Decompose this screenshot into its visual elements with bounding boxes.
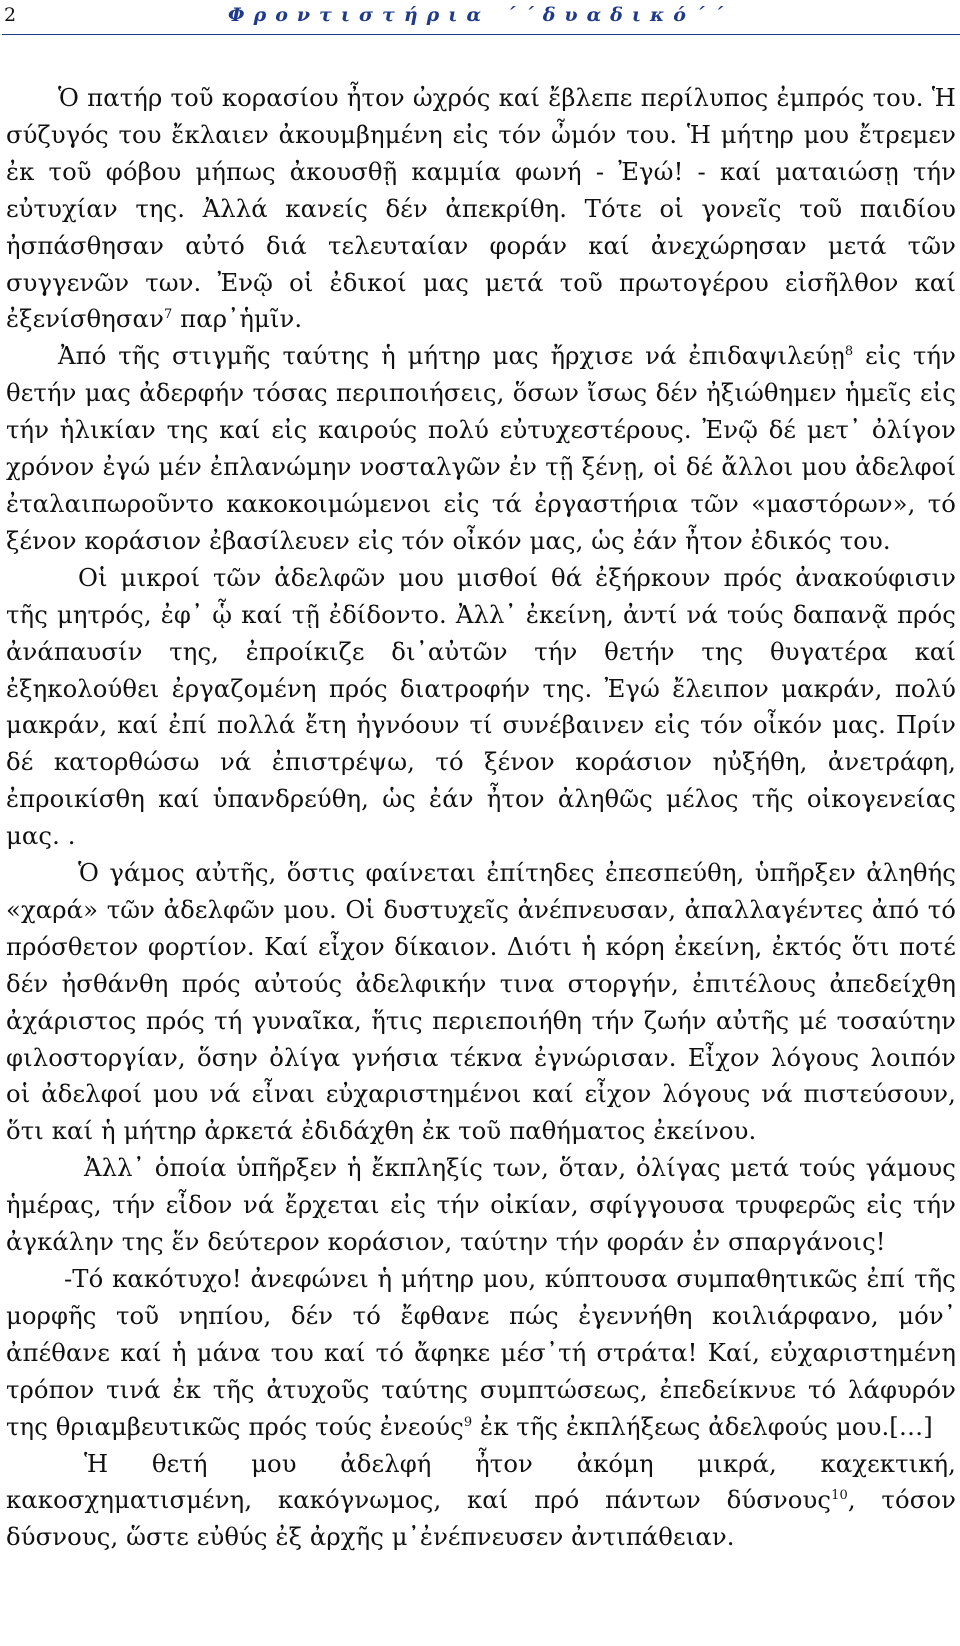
- page-header: [0, 0, 960, 36]
- paragraph: -Τό κακότυχο! ἀνεφώνει ἡ μήτηρ μου, κύπτουσα συμπαθητικῶς ἐπί τῆς μορφῆς τοῦ νηπίου, δέν τό ἔφθανε πώς ἐγεννήθη κοιλιάρφανο, μόν᾽ ἀπέθανε καί ἡ μάνα του καί τό ἄφηκε μέσ᾽τή στράτα! Καί, εὐχαριστημένη τρόπον τινά ἐκ τῆς ἀτυχοῦς ταύτης συμπτώσεως, ἐπεδείκνυε τό λάφυρόν της θριαμβευτικῶς πρός τούς ἐνεούς$^9$ ἐκ τῆς ἐκπλήξεως ἀδελφούς μου.[…]: [6, 1264, 956, 1441]
- running-title: Φροντιστήρια ΄΄δυαδικό΄΄: [228, 4, 732, 26]
- page-number: 2: [4, 4, 17, 26]
- header-rule: [2, 34, 960, 35]
- paragraph: Οἱ μικροί τῶν ἀδελφῶν μου μισθοί θά ἐξήρκουν πρός ἀνακούφισιν τῆς μητρός, ἐφ᾽ ᾧ καί τῇ ἐδίδοντο. Ἀλλ᾽ ἐκείνη, ἀντί νά τούς δαπανᾷ πρός ἀνάπαυσίν της, ἐπροίκιζε δι᾽αὐτῶν τήν θετήν της θυγατέρα καί ἐξηκολούθει ἐργαζομένη πρός διατροφήν της. Ἐγώ ἔλειπον μακράν, πολύ μακράν, καί ἐπί πολλά ἔτη ἠγνόουν τί συνέβαινεν εἰς τόν οἶκόν μας. Πρίν δέ κατορθώσω νά ἐπιστρέψω, τό ξένον κοράσιον ηὐξήθη, ἀνετράφη, ἐπροικίσθη καί ὑπανδρεύθη, ὡς ἐάν ἦτον ἀληθῶς μέλος τῆς οἰκογενείας μας. .: [6, 562, 956, 851]
- footnote-marker: 10: [831, 1488, 848, 1504]
- paragraph: Ἀλλ᾽ ὁποία ὑπῆρξεν ἡ ἔκπληξίς των, ὅταν, ὀλίγας μετά τούς γάμους ἡμέρας, τήν εἶδον νά ἔρχεται εἰς τήν οἰκίαν, σφίγγουσα τρυφερῶς εἰς τήν ἀγκάλην της ἕν δεύτερον κοράσιον, ταύτην τήν φοράν ἐν σπαργάνοις!: [6, 1153, 956, 1257]
- paragraph: Ὁ πατήρ τοῦ κορασίου ἦτον ὠχρός καί ἔβλεπε περίλυπος ἐμπρός του. Ἡ σύζυγός του ἔκλαιεν ἀκουμβημένη εἰς τόν ὦμόν του. Ἡ μήτηρ μου ἔτρεμεν ἐκ τοῦ φόβου μήπως ἀκουσθῇ καμμία φωνή - Ἐγώ! - καί ματαιώσῃ τήν εὐτυχίαν της. Ἀλλά κανείς δέν ἀπεκρίθη. Τότε οἱ γονεῖς τοῦ παιδίου ἠσπάσθησαν αὐτό διά τελευταίαν φοράν καί ἀνεχώρησαν μετά τῶν συγγενῶν των. Ἐνῷ οἱ ἐδικοί μας μετά τοῦ πρωτογέρου εἰσῆλθον καί ἐξενίσθησαν$^7$ παρ᾽ἡμῖν.: [6, 83, 956, 334]
- document-body: [6, 80, 956, 1556]
- footnote-marker: 8: [844, 344, 854, 360]
- footnote-marker: 9: [463, 1414, 473, 1430]
- paragraph: Ὁ γάμος αὐτῆς, ὅστις φαίνεται ἐπίτηδες ἐπεσπεύθη, ὑπῆρξεν ἀληθής «χαρά» τῶν ἀδελφῶν μου. Οἱ δυστυχεῖς ἀνέπνευσαν, ἀπαλλαγέντες ἀπό τό πρόσθετον φορτίον. Καί εἶχον δίκαιον. Διότι ἡ κόρη ἐκείνη, ἐκτός ὅτι ποτέ δέν ἠσθάνθη πρός αὐτούς ἀδελφικήν τινα στοργήν, ἐπιτέλους ἀπεδείχθη ἀχάριστος πρός τή γυναῖκα, ἥτις περιεποιήθη τήν ζωήν αὐτῆς μέ τοσαύτην φιλοστοργίαν, ὅσην ὀλίγα γνήσια τέκνα ἐγνώρισαν. Εἶχον λόγους λοιπόν οἱ ἀδελφοί μου νά εἶναι εὐχαριστημένοι καί εἶχον λόγους νά πιστεύσουν, ὅτι καί ἡ μήτηρ ἀρκετά ἐδιδάχθη ἐκ τοῦ παθήματος ἐκείνου.: [6, 858, 956, 1146]
- paragraph: Ἀπό τῆς στιγμῆς ταύτης ἡ μήτηρ μας ἤρχισε νά ἐπιδαψιλεύῃ$^8$ εἰς τήν θετήν μας ἀδερφήν τόσας περιποιήσεις, ὅσων ἴσως δέν ἠξιώθημεν ἡμεῖς εἰς τήν ἡλικίαν της καί εἰς καιρούς πολύ εὐτυχεστέρους. Ἐνῷ δέ μετ᾽ ὀλίγον χρόνον ἐγώ μέν ἐπλανώμην νοσταλγῶν ἐν τῇ ξένῃ, οἱ δέ ἄλλοι μου ἀδελφοί ἐταλαιπωροῦντο κακοκοιμώμενοι εἰς τά ἐργαστήρια τῶν «μαστόρων», τό ξένον κοράσιον ἐβασίλευεν εἰς τόν οἶκόν μας, ὡς ἐάν ἦτον ἐδικός του.: [6, 341, 956, 555]
- paragraph: Ἡ θετή μου ἀδελφή ἦτον ἀκόμη μικρά, καχεκτική, κακοσχηματισμένη, κακόγνωμος, καί πρό πάντων δύσνους$^{10}$, τόσον δύσνους, ὥστε εὐθύς ἐξ ἀρχῆς μ᾽ἐνέπνευσεν ἀντιπάθειαν.: [6, 1448, 956, 1552]
- footnote-marker: 7: [163, 307, 173, 323]
